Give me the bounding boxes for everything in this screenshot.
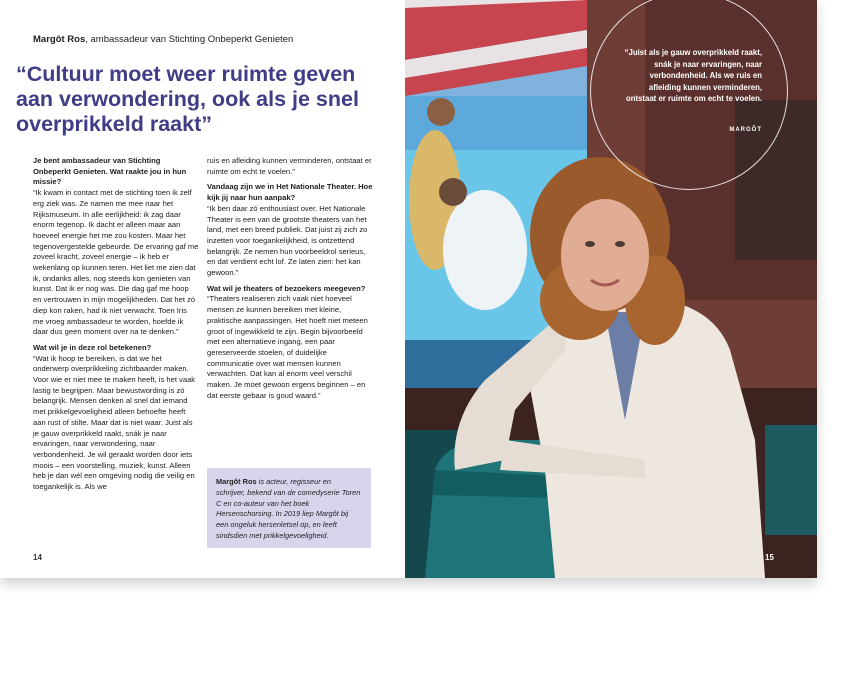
- interview-answer: ruis en afleiding kunnen verminderen, ontstaat er ruimte om echt te voelen.”: [207, 156, 372, 176]
- headline: “Cultuur moet weer ruimte geven aan verwondering, ook als je snel overprikkeld raakt”: [16, 62, 359, 136]
- bio-text: is acteur, regisseur en schrijver, bekend van de comedyserie Toren C en co-auteur van het boek Hersenschorsing. In 2019 liep Margôt bij een ongeluk hersenletsel op, en leeft sindsdien met prikkelgevoeligheid.: [216, 477, 361, 540]
- face: [561, 199, 649, 311]
- bio-name: Margôt Ros: [216, 477, 257, 486]
- pull-quote: “Juist als je gauw overprikkeld raakt, snák je naar ervaringen, naar verbondenheid. Als we ruis en afleiding kunnen verminderen, ontstaat er ruimte om echt te voelen.: [624, 48, 762, 104]
- interview-answer: “Theaters realiseren zich vaak niet hoeveel mensen ze kunnen bereiken met kleine, praktische aanpassingen. Het hoeft niet meteen groot of ingewikkeld te zijn. Begin bijvoorbeeld met een alternatieve ingang, een paar gereserveerde stoelen, of duidelijke communicatie over wat mensen kunnen verwachten. Dat kan al enorm veel verschil maken. Je moet gewoon ergens beginnen – en dat eerste gebaar is goud waard.”: [207, 294, 368, 400]
- byline: [33, 34, 293, 45]
- interview-question: Vandaag zijn we in Het Nationale Theater. Hoe kijk jij naar hun aanpak?: [207, 182, 373, 203]
- bio-box: [207, 468, 371, 548]
- article-column-2: [207, 156, 373, 406]
- left-page: [0, 0, 405, 578]
- interview-answer: “Ik kwam in contact met de stichting toen ik zelf erg ziek was. Ze namen me mee naar het Rijksmuseum. In alle eerlijkheid: ik zag daar enorm tegenop. Ik dacht er alleen maar aan hoeveel energie het me zou kosten. Maar het tegenovergestelde gebeurde. De ervaring gaf me zoveel kracht, zoveel energie – ik heb er wekenlang op kunnen teren. Het liet me zien dat ik, ondanks alles, nog steeds kon genieten van kunst. Dat ik er nog was. Die dag gaf me hoop en vertrouwen in mijn mogelijkheden. Dat het zó diep kon raken, had ik niet verwacht. Toen Iris me vroeg ambassadeur te worden, hoefde ik daar dus geen moment over na te denken.”: [33, 188, 199, 337]
- interview-answer: “Ik ben daar zó enthousiast over. Het Nationale Theater is een van de grootste theaters van het land, met een breed publiek. Dat juist zij zich zo inzetten voor toegankelijkheid, is ontzettend belangrijk. Ze nemen hun voorbeeldrol serieus, en dat verdient echt lof. Ze laten zien: het kan gewoon.”: [207, 203, 368, 278]
- byline-role: , ambassadeur van Stichting Onbeperkt Genieten: [85, 34, 294, 45]
- pull-quote-attribution: MARGÔT: [729, 127, 762, 133]
- interview-question: Wat wil je in deze rol betekenen?: [33, 342, 152, 352]
- interview-question: Wat wil je theaters of bezoekers meegeven?: [207, 283, 366, 293]
- page-number-right: 15: [765, 553, 774, 562]
- article-column-1: [33, 156, 199, 498]
- byline-name: Margôt Ros: [33, 34, 86, 45]
- interview-answer: “Wat ik hoop te bereiken, is dat we het onderwerp overprikkeling zichtbaarder maken. Voor wie er niet mee te maken heeft, is het vaak lastig te begrijpen. Maar bewustwording is zó belangrijk. Mensen denken al snel dat iemand met prikkelgevoeligheid alleen behoefte heeft aan rust of stilte. Maar dat is niet waar. Juist als je gauw overprikkeld raakt, snák je naar ervaringen, naar verwondering, naar verbondenheid. Je wil geraakt worden door iets moois – een voorstelling, muziek, kunst. Alleen heb je dan wél een omgeving nodig die veilig en toegankelijk is. Als we: [33, 353, 196, 492]
- page-number-left: 14: [33, 553, 42, 562]
- interview-question: Je bent ambassadeur van Stichting Onbeperkt Genieten. Wat raakte jou in hun missie?: [33, 156, 187, 187]
